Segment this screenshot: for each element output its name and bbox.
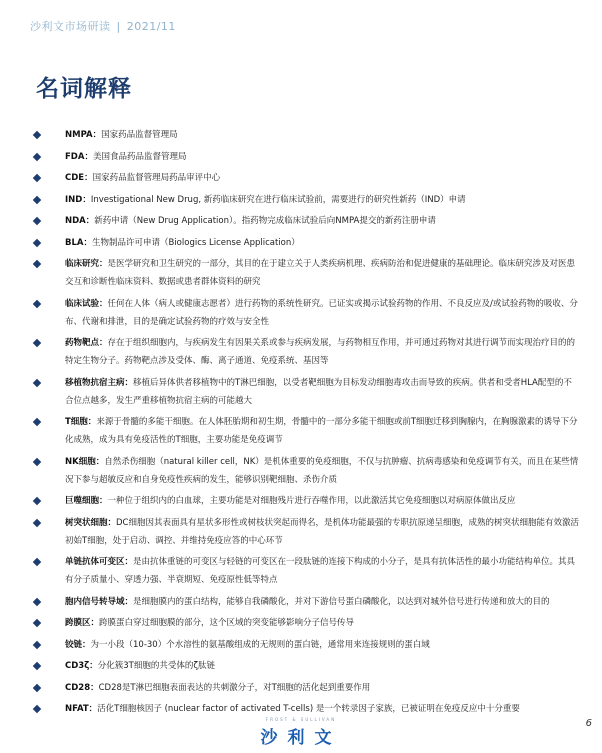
glossary-term: 铰链： bbox=[65, 639, 91, 650]
footer-logo bbox=[0, 717, 602, 748]
glossary-definition: 是细胞膜内的蛋白结构，能够自我磷酸化，并对下游信号蛋白磷酸化，以达到对城外信号进行传递和放大的目的 bbox=[133, 596, 550, 607]
glossary-definition: 生物制品许可申请（Biologics License Application） bbox=[91, 237, 300, 248]
glossary-item bbox=[34, 700, 579, 718]
diamond-bullet-icon bbox=[33, 238, 41, 246]
glossary-definition: 一种位于组织内的白血球，主要功能是对细胞残片进行吞噬作用，以此激活其它免疫细胞以对病原体做出反应 bbox=[107, 496, 516, 506]
glossary-definition: 跨膜蛋白穿过细胞膜的部分，这个区域的突变能够影响分子信号传导 bbox=[99, 618, 355, 628]
glossary-definition: DC细胞因其表面具有星状多形性或树枝状突起而得名，是机体功能最强的专职抗原递呈细胞，成熟的树突状细胞能有效激活初始T细胞，处于启动、调控、并维持免疫应答的中心环节 bbox=[65, 517, 580, 546]
glossary-term: 跨膜区： bbox=[65, 618, 100, 628]
diamond-bullet-icon bbox=[33, 131, 41, 139]
glossary-term: IND： bbox=[65, 194, 91, 205]
diamond-bullet-icon bbox=[33, 457, 41, 465]
glossary-definition: 活化T细胞核因子 (nuclear factor of activated T-cells) 是一个转录因子家族，已被证明在免疫反应中十分重要 bbox=[97, 704, 520, 714]
glossary-item bbox=[34, 374, 579, 410]
glossary-item bbox=[34, 413, 579, 449]
diamond-bullet-icon bbox=[33, 662, 41, 670]
glossary-item bbox=[34, 212, 579, 230]
page-header bbox=[30, 18, 176, 34]
diamond-bullet-icon bbox=[33, 705, 41, 713]
glossary-definition: 是由抗体重链的可变区与轻链的可变区在一段肽链的连接下构成的小分子，是具有抗体活性的最小功能结构单位。其具有分子质量小、穿透力强、半衰期短、免疫原性低等特点 bbox=[65, 557, 576, 585]
diamond-bullet-icon bbox=[33, 418, 41, 426]
glossary-item bbox=[34, 514, 579, 550]
glossary-item bbox=[34, 295, 579, 331]
glossary-term: NMPA： bbox=[65, 130, 102, 140]
glossary-definition: 自然杀伤细胞（natural killer cell，NK）是机体重要的免疫细胞，不仅与抗肿瘤、抗病毒感染和免疫调节有关，而且在某些情况下参与超敏反应和自身免疫性疾病的发生，能够识别靶细胞、杀伤介质 bbox=[65, 456, 579, 485]
diamond-bullet-icon bbox=[33, 174, 41, 182]
glossary-definition: CD28是T淋巴细胞表面表达的共刺激分子，对T细胞的活化起到重要作用 bbox=[98, 682, 371, 693]
glossary-definition: 国家药品监督管理局 bbox=[101, 130, 178, 140]
header-date: 2021/11 bbox=[126, 20, 176, 33]
glossary-term: 临床研究： bbox=[65, 259, 108, 269]
glossary-definition: 任何在人体（病人或健康志愿者）进行药物的系统性研究。已证实或揭示试验药物的作用、不良反应及/或试验药物的吸收、分布、代谢和排泄，目的是确定试验药物的疗效与安全性 bbox=[65, 298, 578, 327]
diamond-bullet-icon bbox=[33, 518, 41, 526]
diamond-bullet-icon bbox=[33, 497, 41, 505]
glossary-item bbox=[34, 614, 579, 632]
glossary-definition: 来源于骨髓的多能干细胞。在人体胚胎期和初生期，骨髓中的一部分多能干细胞或前T细胞迁移到胸腺内，在胸腺激素的诱导下分化成熟，成为具有免疫活性的T细胞，主要功能是免疫调节 bbox=[65, 417, 578, 445]
glossary-item bbox=[34, 255, 579, 291]
diamond-bullet-icon bbox=[33, 683, 41, 691]
glossary-term: CDE： bbox=[65, 173, 93, 183]
header-separator: | bbox=[116, 20, 121, 33]
glossary-term: NDA： bbox=[65, 216, 95, 226]
diamond-bullet-icon bbox=[33, 378, 41, 386]
diamond-bullet-icon bbox=[33, 640, 41, 648]
glossary-term: 树突状细胞： bbox=[65, 517, 117, 528]
glossary-item bbox=[34, 169, 579, 187]
diamond-bullet-icon bbox=[33, 195, 41, 203]
glossary-term: 胞内信号转导域： bbox=[65, 596, 134, 607]
diamond-bullet-icon bbox=[33, 260, 41, 268]
glossary-item bbox=[34, 453, 579, 489]
diamond-bullet-icon bbox=[33, 152, 41, 160]
diamond-bullet-icon bbox=[33, 217, 41, 225]
glossary-item bbox=[34, 636, 579, 654]
glossary-term: 药物靶点： bbox=[65, 338, 108, 348]
glossary-item bbox=[34, 148, 579, 166]
glossary-item bbox=[34, 657, 579, 675]
page-title: 名词解释 bbox=[36, 76, 132, 102]
glossary-definition: 新药申请（New Drug Application）。指药物完成临床试验后向NMPA提交的新药注册申请 bbox=[94, 216, 436, 226]
diamond-bullet-icon bbox=[33, 339, 41, 347]
glossary-term: 巨噬细胞： bbox=[65, 496, 108, 506]
glossary-term: T细胞： bbox=[65, 417, 97, 427]
glossary-item bbox=[34, 234, 579, 252]
glossary-term: 移植物抗宿主病： bbox=[65, 377, 134, 388]
glossary-term: CD3ζ： bbox=[65, 661, 98, 671]
glossary-definition: 分化簇3T细胞的共受体的ζ肽链 bbox=[97, 661, 215, 671]
page-number: 6 bbox=[585, 718, 592, 729]
glossary-term: BLA： bbox=[65, 237, 92, 248]
glossary-definition: 国家药品监督管理局药品审评中心 bbox=[92, 173, 221, 183]
glossary-item bbox=[34, 679, 579, 697]
glossary-term: 单链抗体可变区： bbox=[65, 557, 134, 567]
glossary-definition: 移植后异体供者移植物中的T淋巴细胞，以受者靶细胞为目标发动细胞毒攻击而导致的疾病。供者和受者HLA配型的不合位点越多，发生严重移植物抗宿主病的可能越大 bbox=[65, 377, 572, 406]
diamond-bullet-icon bbox=[33, 558, 41, 566]
diamond-bullet-icon bbox=[33, 597, 41, 605]
glossary-term: 临床试验： bbox=[65, 298, 108, 309]
glossary-term: CD28： bbox=[65, 682, 99, 693]
glossary-definition: 存在于组织细胞内，与疾病发生有因果关系或参与疾病发展，与药物相互作用，并可通过药物对其进行调节而实现治疗目的的特定生物分子。药物靶点涉及受体、酶、离子通道、免疫系统、基因等 bbox=[65, 338, 576, 366]
diamond-bullet-icon bbox=[33, 299, 41, 307]
glossary-definition: 是医学研究和卫生研究的一部分，其目的在于建立关于人类疾病机理、疾病防治和促进健康的基础理论。临床研究涉及对医患交互和诊断性临床资料、数据或患者群体资料的研究 bbox=[65, 259, 576, 287]
glossary-item bbox=[34, 334, 579, 370]
glossary-item bbox=[34, 593, 579, 611]
footer-brand: 沙利文 bbox=[260, 728, 342, 748]
glossary-item bbox=[34, 492, 579, 510]
diamond-bullet-icon bbox=[33, 619, 41, 627]
footer-tagline: FROST & SULLIVAN bbox=[265, 717, 337, 722]
glossary-item bbox=[34, 553, 579, 589]
glossary-term: NFAT： bbox=[65, 704, 98, 714]
glossary-item bbox=[34, 126, 579, 144]
glossary-list bbox=[34, 126, 579, 722]
glossary-definition: 美国食品药品监督管理局 bbox=[92, 151, 187, 162]
glossary-term: NK细胞： bbox=[65, 456, 105, 467]
glossary-definition: Investigational New Drug, 新药临床研究在进行临床试验前，需要进行的研究性新药（IND）申请 bbox=[90, 194, 466, 205]
header-brand: 沙利文市场研读 bbox=[30, 20, 111, 33]
glossary-item bbox=[34, 191, 579, 209]
glossary-term: FDA： bbox=[65, 151, 93, 162]
glossary-definition: 为一小段（10-30）个水溶性的氨基酸组成的无规则的蛋白链，通常用来连接规则的蛋白域 bbox=[90, 639, 430, 650]
